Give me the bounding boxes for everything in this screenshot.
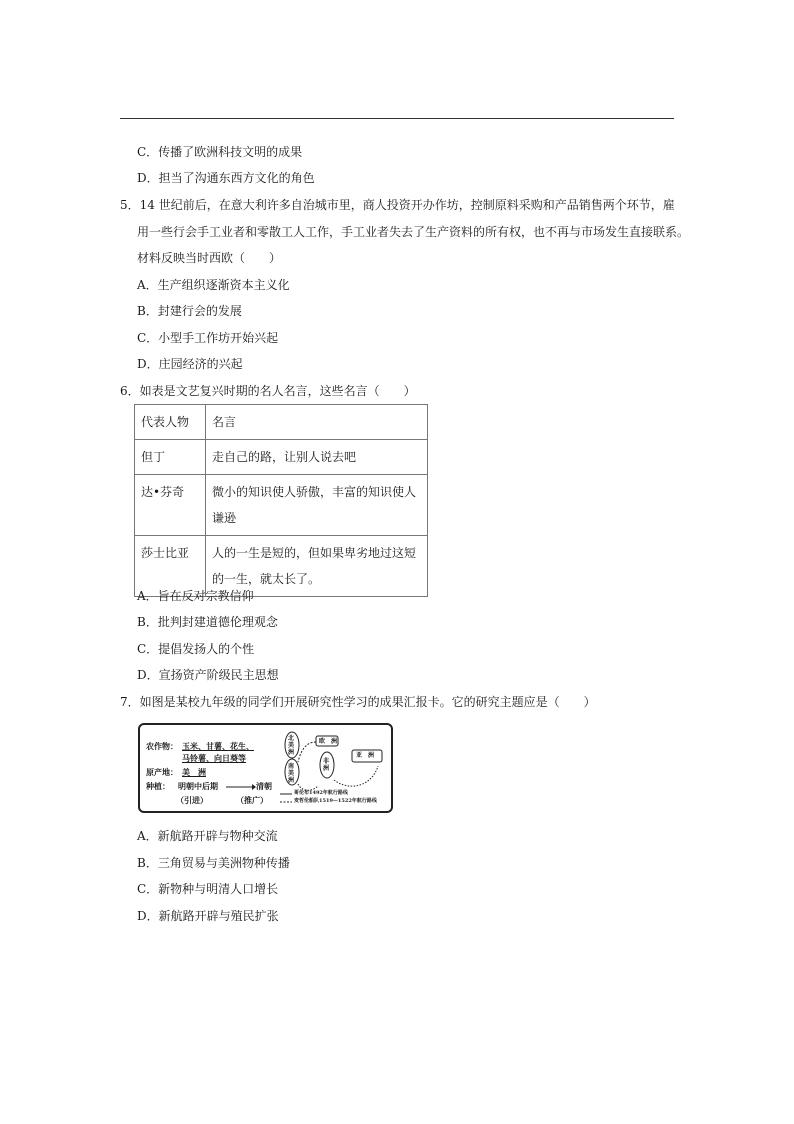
q5-stem-line2: 用一些行会手工业者和零散工人工作，手工业者失去了生产资料的所有权，也不再与市场发生直接联系。 — [137, 225, 690, 239]
promote-label: （推广） — [236, 795, 268, 805]
planting-to: 清朝 — [256, 781, 272, 791]
table-cell-quote: 人的一生是短的，但如果卑劣地过这短的一生，就太长了。 — [206, 536, 428, 597]
origin-value: 美 洲 — [182, 767, 206, 777]
q5-option-a[interactable]: A．生产组织逐渐资本主义化 — [137, 278, 290, 292]
planting-label: 种植： — [146, 781, 170, 791]
table-cell-quote: 微小的知识使人骄傲，丰富的知识使人谦逊 — [206, 475, 428, 536]
header-rule — [120, 118, 674, 119]
q7-option-c[interactable]: C．新物种与明清人口增长 — [137, 882, 279, 896]
table-cell-quote: 走自己的路，让别人说去吧 — [206, 440, 428, 475]
q5-option-c[interactable]: C．小型手工作坊开始兴起 — [137, 331, 279, 345]
q6-option-d[interactable]: D．宣扬资产阶级民主思想 — [137, 668, 279, 682]
q4-option-d[interactable]: D．担当了沟通东西方文化的角色 — [137, 171, 315, 185]
map-south-america: 南美洲 — [288, 763, 295, 784]
renaissance-quotes-table — [134, 404, 428, 597]
table-row — [135, 475, 428, 536]
q5-stem-line3: 材料反映当时西欧（ ） — [137, 251, 282, 265]
map-europe: 欧 洲 — [319, 738, 338, 745]
table-cell-person: 但丁 — [135, 440, 206, 475]
crops-line2: 马铃薯、向日葵等 — [182, 753, 246, 763]
table-header-row — [135, 405, 428, 440]
introduce-label: （引进） — [176, 795, 208, 805]
q4-option-c[interactable]: C．传播了欧洲科技文明的成果 — [137, 145, 303, 159]
q5-stem-line1: 5．14 世纪前后，在意大利许多自治城市里，商人投资开办作坊，控制原料采购和产品销售两个环节，雇 — [120, 198, 675, 212]
map-africa: 非洲 — [323, 758, 330, 772]
origin-label: 原产地： — [146, 767, 178, 777]
table-row — [135, 440, 428, 475]
q6-option-b[interactable]: B．批判封建道德伦理观念 — [137, 615, 278, 629]
q5-option-b[interactable]: B．封建行会的发展 — [137, 304, 242, 318]
legend-magellan: 麦哲伦船队1519—1522年航行路线 — [294, 798, 377, 804]
table-header-person: 代表人物 — [135, 405, 206, 440]
map-north-america: 北美洲 — [288, 735, 295, 756]
table-cell-person: 莎士比亚 — [135, 536, 206, 597]
q7-option-d[interactable]: D．新航路开辟与殖民扩张 — [137, 909, 279, 923]
planting-arrow-icon — [226, 783, 256, 791]
research-report-card-figure — [138, 723, 393, 813]
planting-from: 明朝中后期 — [178, 781, 218, 791]
map-asia: 亚 洲 — [356, 752, 375, 759]
q5-option-d[interactable]: D．庄园经济的兴起 — [137, 357, 243, 371]
table-header-quote: 名言 — [206, 405, 428, 440]
crops-line1: 玉米、甘薯、花生、 — [182, 741, 254, 751]
q7-stem: 7．如图是某校九年级的同学们开展研究性学习的成果汇报卡。它的研究主题应是（ ） — [120, 695, 596, 709]
table-cell-person: 达•芬奇 — [135, 475, 206, 536]
q7-option-b[interactable]: B．三角贸易与美洲物种传播 — [137, 856, 290, 870]
q6-option-a[interactable]: A．旨在反对宗教信仰 — [137, 589, 254, 603]
q6-stem: 6．如表是文艺复兴时期的名人名言，这些名言（ ） — [120, 384, 416, 398]
q7-option-a[interactable]: A．新航路开辟与物种交流 — [137, 829, 278, 843]
legend-columbus: 哥伦布1492年航行路线 — [294, 790, 348, 796]
q6-option-c[interactable]: C．提倡发扬人的个性 — [137, 642, 255, 656]
crops-label: 农作物： — [146, 741, 178, 751]
